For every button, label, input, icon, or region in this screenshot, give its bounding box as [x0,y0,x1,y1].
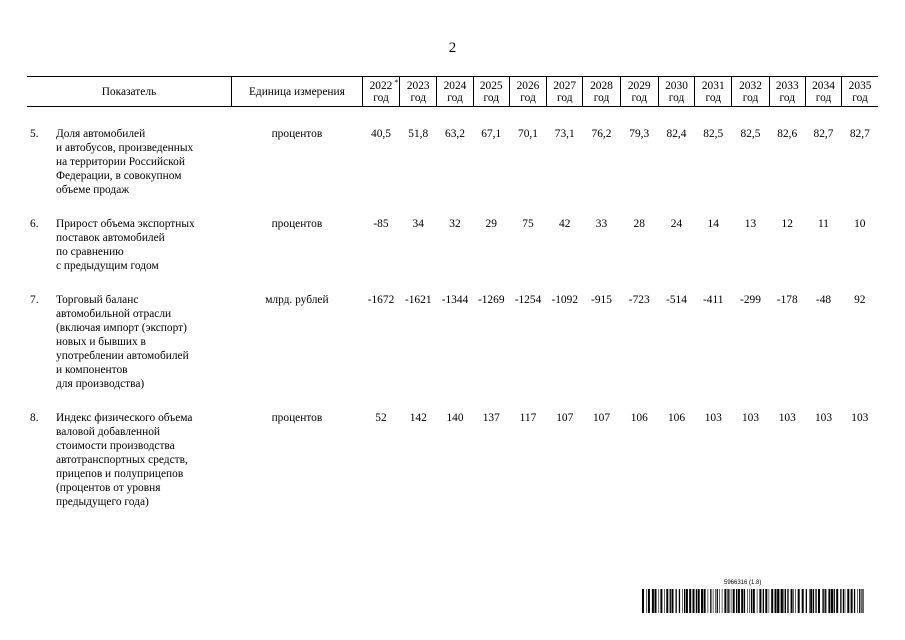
barcode-bar [765,589,767,613]
barcode-bar [793,589,794,613]
barcode-label: 5966316 (1.8) [724,580,762,586]
value-cell: -1254 [514,294,542,306]
value-cell: 107 [592,412,611,424]
barcode-bar [713,589,714,613]
barcode-bar [722,589,723,613]
row-number: 8. [30,412,39,424]
table-row [27,127,878,197]
barcode-bar [795,589,796,613]
barcode-bar [813,589,814,613]
value-cell: 82,5 [740,128,761,140]
value-cell: 42 [559,218,571,230]
value-cell: 106 [630,412,648,424]
row-number: 6. [30,218,39,230]
indicator-line: (включая импорт (экспорт) [56,322,187,334]
value-cell: -1672 [367,294,395,306]
barcode-bar [831,589,833,613]
barcode-bar [719,589,720,613]
value-cell: 40,5 [371,128,391,140]
indicator-line: автотранспортных средств, [56,454,188,466]
indicator-line: валовой добавленной [56,426,160,438]
value-cell: 142 [409,412,427,424]
barcode-bar [822,589,823,613]
value-cell: -915 [591,294,612,306]
value-cell: -1621 [404,294,432,306]
barcode-bar [784,589,785,613]
barcode-bar [828,589,830,613]
barcode-bar [840,589,841,613]
indicator-line: и компонентов [56,364,128,376]
value-cell: 11 [818,218,829,230]
barcode-bar [736,589,737,613]
barcode-bar [806,589,807,613]
barcode-bar [851,589,853,613]
value-cell: 34 [412,218,424,230]
barcode-bar [676,589,677,613]
value-cell: 92 [854,294,866,306]
value-cell: -411 [703,294,724,306]
indicator-cell [27,127,231,197]
value-cell: 82,7 [813,128,834,140]
value-cell: 117 [519,412,537,424]
value-cell: 76,2 [591,128,612,140]
barcode-bar [809,589,810,613]
barcode-bar [810,589,812,613]
indicator-cell [27,293,231,391]
value-cell: 10 [854,218,866,230]
barcode-bar [701,589,703,613]
value-cell: -85 [373,218,389,230]
value-cell: -723 [628,294,650,306]
barcode-bar [696,589,697,613]
row-spacer [27,107,878,128]
barcode-bar [731,589,732,613]
barcode-bar [787,589,788,613]
value-cell: 12 [781,218,793,230]
indicator-line: автомобильной отрасли [56,308,172,320]
indicator-line: прицепов и полуприцепов [56,468,184,480]
barcode-bar [693,589,695,613]
barcode-bar [771,589,773,613]
indicator-line: (процентов от уровня [56,482,161,494]
indicator-line: Доля автомобилей [56,128,146,140]
value-cell: 103 [741,412,760,424]
value-cell: 28 [633,218,645,230]
row-spacer [27,273,878,293]
indicator-line: новых и бывших в [56,336,146,348]
barcode-bar [836,589,838,613]
indicator-cell [27,217,231,273]
value-cell: 107 [556,412,574,424]
header-year: 2024 год [437,77,473,107]
indicator-name [56,293,231,391]
barcode-bar [728,589,729,613]
indicator-cell [27,411,231,509]
footnote-mark: * [394,77,399,87]
barcode-bar [815,589,816,613]
barcode-bar [682,589,683,613]
value-cell: 140 [446,412,464,424]
barcode-bar [862,589,863,613]
barcode-bar [698,589,700,613]
barcode-bar [704,589,706,613]
indicator-line: предыдущего года) [56,496,149,508]
barcode-bar [708,589,709,613]
value-cell: 106 [667,412,686,424]
indicator-line: употреблении автомобилей [56,350,189,362]
indicator-name [56,217,231,273]
value-cell: 73,1 [554,128,575,140]
barcode-bar [648,589,650,613]
barcode-bar [749,589,750,613]
indicators-table [27,76,878,509]
barcode-bar [843,589,844,613]
header-year: 2033 год [769,77,805,107]
barcode-bar [741,589,743,613]
value-cell: 82,6 [777,128,798,140]
value-cell: 32 [449,218,461,230]
barcode-bar [763,589,764,613]
page-number: 2 [448,40,457,56]
value-cell: 63,2 [445,128,465,140]
value-cell: -178 [776,294,798,306]
barcode-bar [818,589,820,613]
value-cell: 70,1 [518,128,538,140]
value-cell: 137 [482,412,500,424]
value-cell: 24 [670,218,683,230]
value-cell: 82,4 [666,128,687,140]
value-cell: 67,1 [481,128,502,140]
header-indicator: Показатель [27,77,231,107]
value-cell: 103 [814,412,833,424]
barcode-bar [672,589,674,613]
indicator-line: Прирост объема экспортных [56,218,195,230]
header-year: 2035 год [842,77,878,107]
barcode-bar [861,589,862,613]
value-cell: -1344 [441,294,469,306]
barcode-bar [684,589,685,613]
barcode-bar [854,589,855,613]
header-year: 2022 * год [362,77,399,107]
header-year: 2034 год [805,77,841,107]
value-cell: 103 [704,412,722,424]
barcode-bar [727,589,728,613]
barcode-bar [845,589,846,613]
barcode-bar [777,589,779,613]
barcode-bar [823,589,824,613]
barcode-bar [753,589,755,613]
barcode-bar [757,589,758,613]
value-cell: 13 [744,218,757,230]
barcode-bar [660,589,662,613]
barcode-bar [759,589,761,613]
table-row [27,293,878,391]
indicator-line: на территории Российской [56,156,185,168]
table-header-row [27,77,878,107]
indicator-line: стоимости производства [56,440,175,452]
row-spacer [27,197,878,217]
header-year: 2029 год [620,77,658,107]
barcode-bar [642,589,644,613]
indicator-line: и автобусов, произведенных [56,142,194,154]
barcode-bar [859,589,860,613]
indicator-line: Торговый баланс [56,294,139,306]
barcode-bar [769,589,770,613]
value-cell: -1269 [477,294,505,306]
value-cell: 103 [851,412,869,424]
barcode-bar [655,589,657,613]
barcode-bar [679,589,680,613]
header-year: 2026 год [509,77,546,107]
barcode-bar [666,589,668,613]
barcode-bar [744,589,745,613]
header-year: 2032 год [732,77,769,107]
indicator-line: Индекс физического объема [56,412,193,424]
barcode-bar [781,589,783,613]
barcode-bar [857,589,858,613]
value-cell: 14 [707,218,719,230]
indicator-name [56,127,231,197]
barcode-bar [834,589,835,613]
barcode-bar [798,589,800,613]
barcode-bar [664,589,665,613]
value-cell: -514 [666,294,687,306]
unit-cell: процентов [271,128,323,140]
value-cell: 82,5 [703,128,724,140]
indicator-line: с предыдущим годом [56,260,159,272]
value-cell: -299 [740,294,761,306]
table-row [27,411,878,509]
row-number: 7. [30,294,39,306]
value-cell: -48 [815,294,832,306]
unit-cell: процентов [271,218,323,230]
value-cell: 82,7 [849,128,870,140]
value-cell: 79,3 [629,128,650,140]
header-unit: Единица измерения [231,77,362,107]
table-row [27,217,878,273]
indicator-line: для производства) [56,378,145,390]
value-cell: 33 [595,218,608,230]
header-year: 2027 год [547,77,583,107]
unit-cell: млрд. рублей [265,294,329,306]
indicator-line: Федерации, в совокупном [56,170,182,182]
barcode-bar [689,589,691,613]
barcode-bar [724,589,726,613]
barcode-bar [863,589,864,613]
barcode-bar [785,589,786,613]
barcode-bar [646,589,647,613]
barcode-bar [825,589,826,613]
header-year: 2030 год [658,77,694,107]
header-year: 2025 год [473,77,509,107]
header-year: 2028 год [583,77,620,107]
indicator-line: объеме продаж [56,184,130,196]
barcode-bar [775,589,777,613]
barcode-bar [847,589,849,613]
header-year: 2031 год [695,77,732,107]
barcode-bar [791,589,793,613]
barcode-bar [738,589,740,613]
indicator-line: поставок автомобилей [56,232,165,244]
barcode-bar [686,589,688,613]
barcode-bar [652,589,654,613]
indicator-name [56,411,231,509]
indicator-line: по сравнению [56,246,124,258]
value-cell: 52 [375,412,387,424]
value-cell: 103 [778,412,796,424]
barcode-bar [747,589,748,613]
value-cell: -1092 [551,294,579,306]
value-cell: 51,8 [408,128,429,140]
barcode [642,589,864,613]
barcode-bar [659,589,660,613]
value-cell: 29 [485,218,497,230]
row-number: 5. [30,128,39,140]
barcode-bar [717,589,718,613]
header-year: 2023 год [400,77,437,107]
unit-cell: процентов [271,412,323,424]
barcode-bar [715,589,716,613]
barcode-bar [733,589,735,613]
barcode-bar [670,589,671,613]
barcode-bar [802,589,804,613]
barcode-bar [780,589,781,613]
barcode-bar [710,589,711,613]
row-spacer [27,391,878,411]
value-cell: 75 [522,218,534,230]
barcode-bar [751,589,752,613]
